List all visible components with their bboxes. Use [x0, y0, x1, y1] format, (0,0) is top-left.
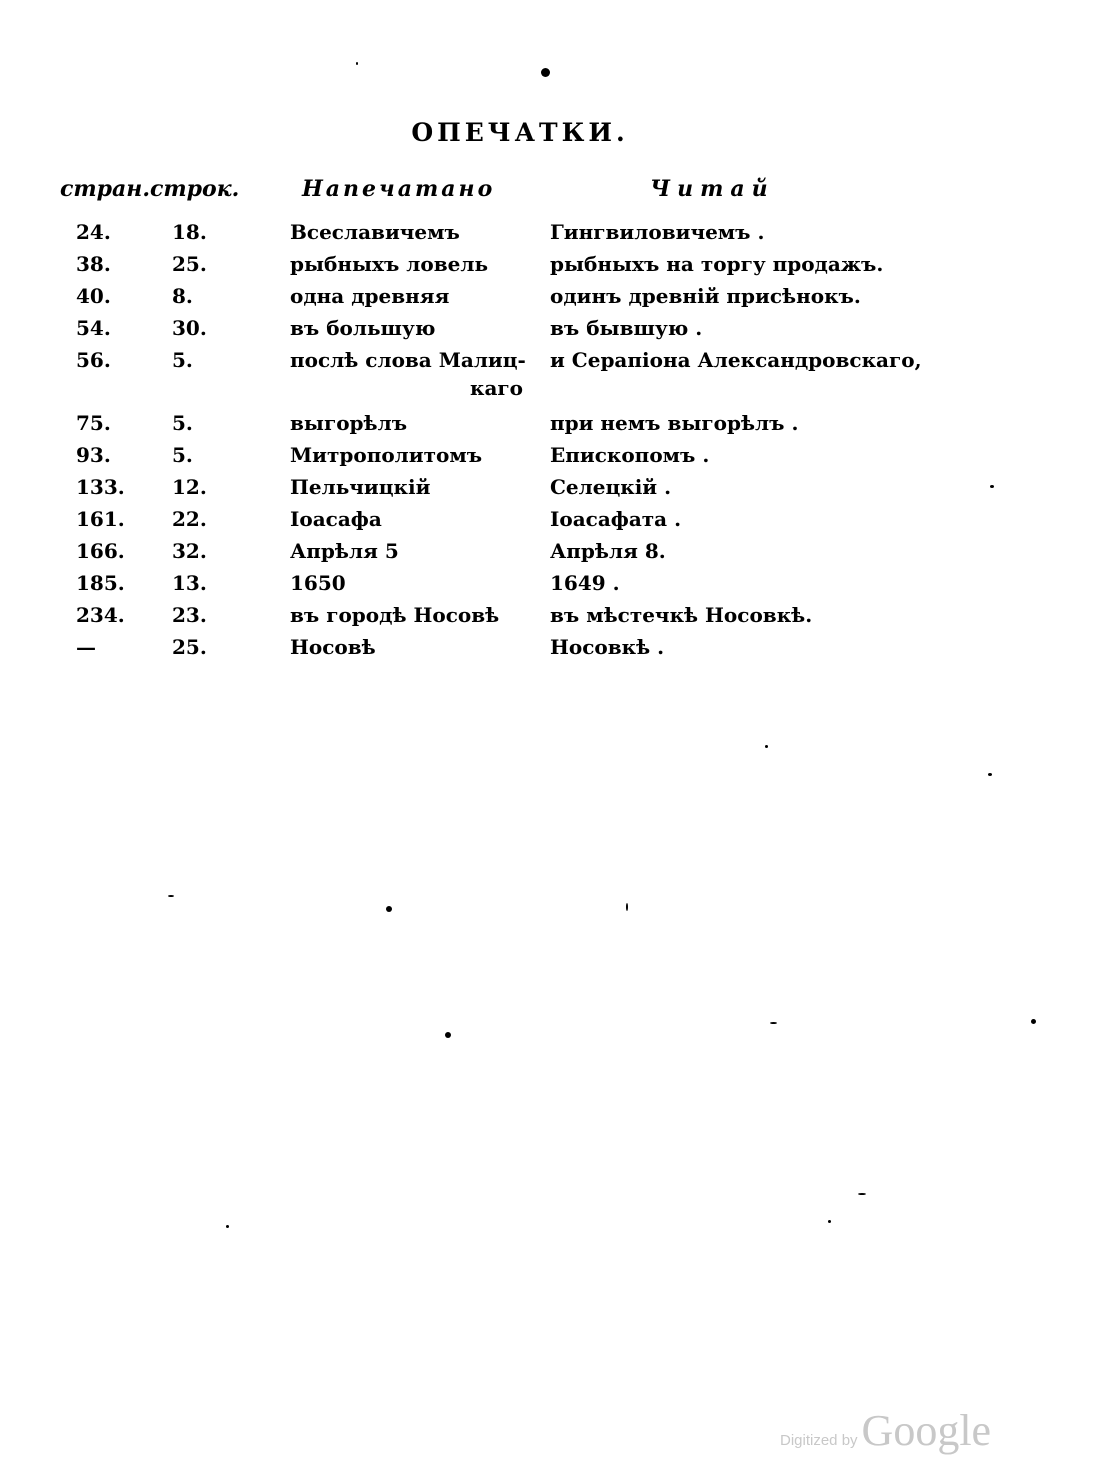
- errata-row: [0, 539, 1000, 571]
- errata-row: [0, 443, 1000, 475]
- cell-printed: въ большую: [290, 316, 436, 340]
- cell-line: 8.: [172, 284, 193, 308]
- cell-read: Гингвиловичемъ .: [550, 220, 765, 244]
- cell-printed: Всеславичемъ: [290, 220, 460, 244]
- cell-printed: Апрѣля 5: [290, 539, 399, 563]
- cell-page: 40.: [76, 284, 111, 308]
- cell-page: 185.: [76, 571, 125, 595]
- errata-row: [0, 475, 1000, 507]
- scan-speck: [356, 62, 358, 65]
- cell-line: 30.: [172, 316, 207, 340]
- cell-line: 25.: [172, 635, 207, 659]
- cell-printed: рыбныхъ ловель: [290, 252, 489, 276]
- digitized-by-google-watermark: [780, 1405, 991, 1456]
- scan-speck: [386, 906, 392, 912]
- cell-read: Епископомъ .: [550, 443, 710, 467]
- scan-speck: [226, 1225, 229, 1228]
- cell-printed: 1650: [290, 571, 346, 595]
- ornament-dot: [541, 68, 550, 77]
- watermark-google-logo: Google: [861, 1406, 992, 1455]
- scan-speck: [988, 773, 992, 776]
- scan-speck: [1031, 1019, 1036, 1024]
- cell-printed: выгорѣлъ: [290, 411, 408, 435]
- cell-page: 161.: [76, 507, 125, 531]
- scan-speck: [858, 1193, 866, 1195]
- cell-read: Носовкѣ .: [550, 635, 665, 659]
- cell-page: 54.: [76, 316, 111, 340]
- cell-page: 234.: [76, 603, 125, 627]
- cell-line: 12.: [172, 475, 207, 499]
- cell-page: 93.: [76, 443, 111, 467]
- cell-line: 5.: [172, 348, 193, 372]
- scan-speck: [770, 1022, 777, 1024]
- errata-row: [0, 507, 1000, 539]
- cell-line: 32.: [172, 539, 207, 563]
- header-read: Читай: [650, 176, 775, 202]
- cell-read: въ мѣстечкѣ Носовкѣ.: [550, 603, 813, 627]
- cell-line: 18.: [172, 220, 207, 244]
- cell-printed: Іоасафа: [290, 507, 382, 531]
- errata-row: [0, 220, 1000, 252]
- cell-read: и Серапіона Александровскаго,: [550, 348, 922, 372]
- cell-page: 133.: [76, 475, 125, 499]
- cell-line: 22.: [172, 507, 207, 531]
- cell-read: Іоасафата .: [550, 507, 682, 531]
- cell-page: 38.: [76, 252, 111, 276]
- cell-page: 166.: [76, 539, 125, 563]
- cell-printed-continuation: каго: [470, 376, 523, 400]
- errata-row: [0, 252, 1000, 284]
- cell-printed: послѣ слова Малиц-: [290, 348, 526, 372]
- cell-read: Апрѣля 8.: [550, 539, 666, 563]
- errata-row: [0, 635, 1000, 667]
- cell-printed: Митрополитомъ: [290, 443, 483, 467]
- cell-page: 56.: [76, 348, 111, 372]
- cell-line: 13.: [172, 571, 207, 595]
- errata-row: [0, 411, 1000, 443]
- errata-row: [0, 316, 1000, 348]
- watermark-small-text: Digitized by: [780, 1432, 858, 1449]
- cell-printed: Пельчицкій: [290, 475, 431, 499]
- cell-line: 23.: [172, 603, 207, 627]
- cell-page: 24.: [76, 220, 111, 244]
- cell-read: 1649 .: [550, 571, 620, 595]
- cell-printed: одна древняя: [290, 284, 450, 308]
- cell-read: въ бывшую .: [550, 316, 703, 340]
- scan-speck: [828, 1220, 831, 1223]
- cell-page: —: [76, 635, 96, 659]
- scan-speck: [626, 903, 628, 911]
- errata-row: [0, 284, 1000, 316]
- errata-row: [0, 603, 1000, 635]
- header-line: строк.: [150, 176, 240, 202]
- cell-line: 5.: [172, 411, 193, 435]
- cell-read: при немъ выгорѣлъ .: [550, 411, 799, 435]
- cell-printed: Носовѣ: [290, 635, 376, 659]
- page-title: ОПЕЧАТКИ.: [411, 118, 629, 147]
- cell-read: одинъ древній присѣнокъ.: [550, 284, 861, 308]
- cell-read: Селецкій .: [550, 475, 672, 499]
- scan-speck: [990, 485, 994, 488]
- header-printed: Напечатано: [302, 176, 496, 202]
- errata-row: [0, 571, 1000, 603]
- cell-line: 5.: [172, 443, 193, 467]
- cell-read: рыбныхъ на торгу продажъ.: [550, 252, 884, 276]
- header-page: стран.: [60, 176, 151, 202]
- scan-speck: [445, 1032, 451, 1038]
- cell-page: 75.: [76, 411, 111, 435]
- cell-printed: въ городѣ Носовѣ: [290, 603, 500, 627]
- scan-speck: [168, 895, 174, 897]
- cell-line: 25.: [172, 252, 207, 276]
- scan-speck: [765, 745, 768, 748]
